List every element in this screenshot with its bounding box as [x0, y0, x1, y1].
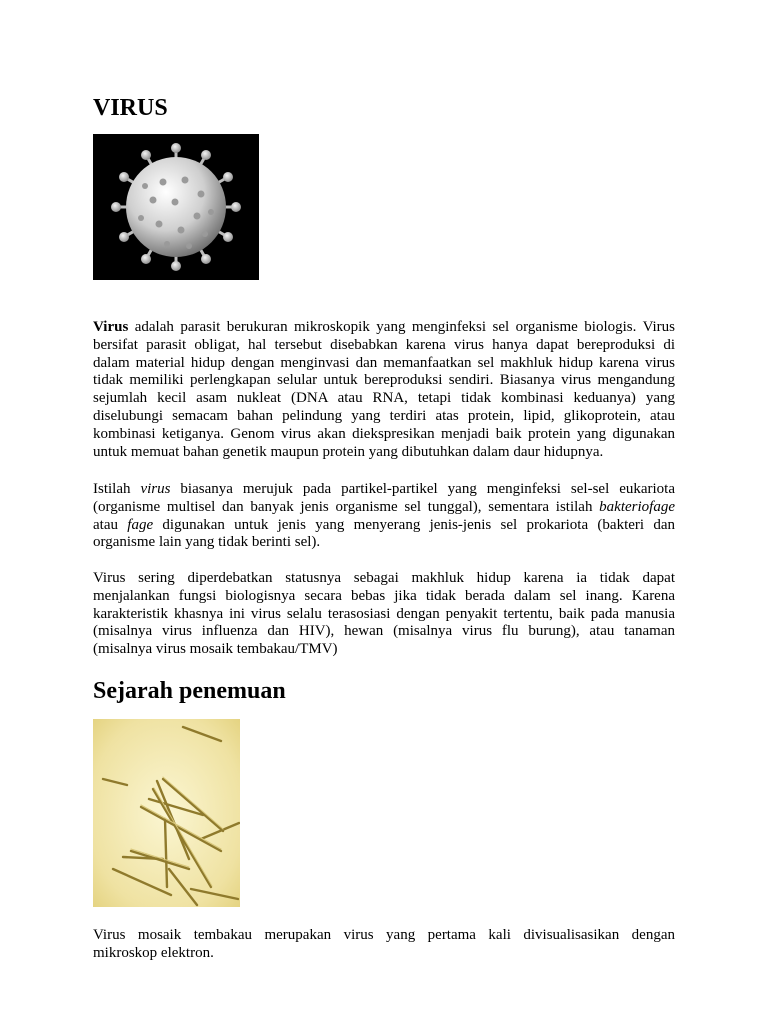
paragraph-virus-terminology: Istilah virus biasanya merujuk pada partikel-partikel yang menginfeksi sel-sel eukariota (organisme multisel dan banyak jenis organisme sel tunggal), sementara istilah bakteriofage atau fage digunakan untuk jenis yang menyerang jenis-jenis sel prokariota (bakteri dan organisme lain yang tidak berinti sel).	[93, 481, 676, 551]
virus-illustration	[93, 134, 259, 280]
tobacco-mosaic-virus-micrograph	[93, 719, 240, 907]
paragraph-virus-status: Virus sering diperdebatkan statusnya sebagai makhluk hidup karena ia tidak dapat menjalankan fungsi biologisnya secara bebas jika tidak berada dalam sel inang. Karena karakteristik khasnya ini virus selalu terasosiasi dengan penyakit tertentu, baik pada manusia (misalnya virus influenza dan HIV), hewan (misalnya virus flu burung), atau tanaman (misalnya virus mosaik tembakau/TMV)	[93, 570, 675, 658]
paragraph-virus-definition: Virus adalah parasit berukuran mikroskopik yang menginfeksi sel organisme biologis. Virus bersifat parasit obligat, hal tersebut disebabkan karena virus hanya dapat bereproduksi di dalam material hidup dengan menginvasi dan memanfaatkan sel makhluk hidup karena virus tidak memiliki perlengkapan selular untuk bereproduksi sendiri. Biasanya virus mengandung sejumlah kecil asam nukleat (DNA atau RNA, tetapi tidak kombinasi keduanya) yang diselubungi semacam bahan pelindung yang terdiri atas protein, lipid, glikoprotein, atau kombinasi ketiganya. Genom virus akan diekspresikan menjadi baik protein yang digunakan untuk memuat bahan genetik maupun protein yang dibutuhkan dalam daur hidupnya.	[93, 319, 675, 460]
section-heading: Sejarah penemuan	[93, 678, 286, 704]
virus-particle-image	[93, 134, 259, 280]
page-title: VIRUS	[93, 95, 168, 121]
paragraph-tmv-caption: Virus mosaik tembakau merupakan virus yang pertama kali divisualisasikan dengan mikroskop elektron.	[93, 927, 675, 961]
micrograph-illustration	[93, 719, 240, 907]
term-virus: Virus	[93, 319, 129, 335]
